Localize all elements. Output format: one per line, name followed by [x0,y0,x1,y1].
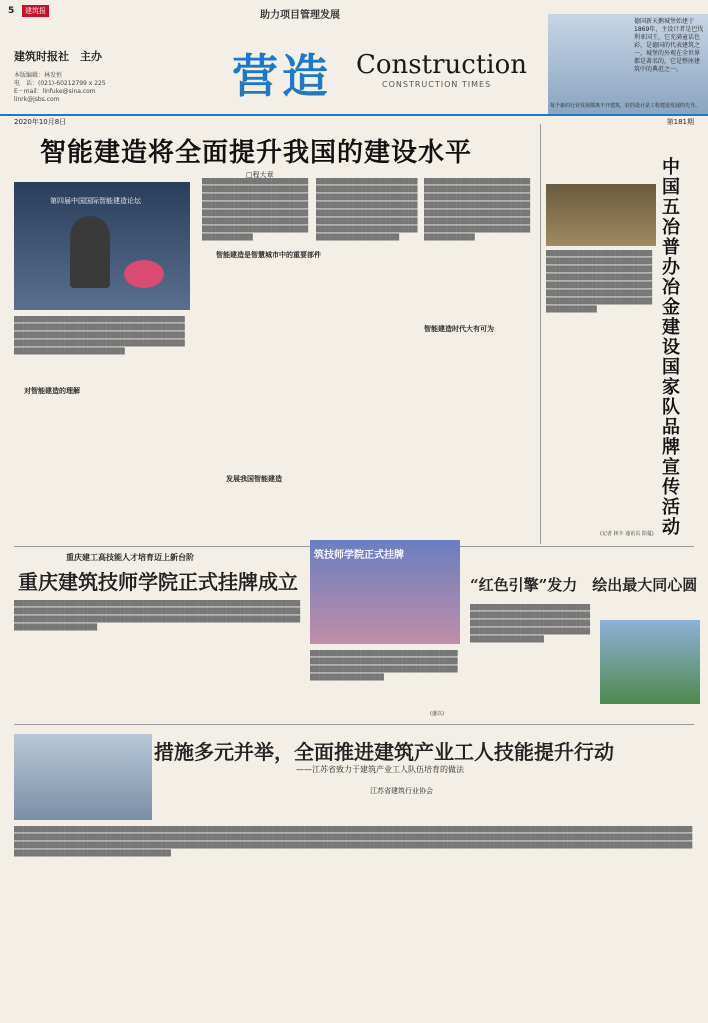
article5-source: 江苏省建筑行业协会 [370,787,433,795]
body-text-block: ████████████████████████████████████████████████████████████████████████████████████████████████████████████████████████████████████████████████████████████████████████████ [316,178,418,241]
logo-en: Construction [356,50,527,80]
issue-number: 第181期 [666,118,694,126]
logo-en-sub: CONSTRUCTION TIMES [382,80,492,89]
article3-title: 重庆建筑技师学院正式挂牌成立 [18,570,298,594]
contact-info [14,72,106,104]
castle-text: 德国新天鹅城堡始建于1869年，主设计者是巴伐利亚国王，它充满童话色彩，是德国的代表建筑之一，城堡的外观在全世界都是著名的，它是整座建筑中的典范之一。 [634,18,704,73]
castle-image [548,14,708,114]
body-text-block: ████████████████████████████████████████████████████████████████████████████████████████████████████████████████████████████████████████████████████████████████████████████████████████████████████████████ [14,600,301,631]
article5-title: 措施多元并举，全面推进建筑产业工人技能提升行动 [154,740,614,764]
masthead [0,0,708,126]
forum-label: 第四届中国国际智能建造论坛 [50,197,141,205]
logo-cn: 营造 [232,49,332,103]
article4-title: “红色引擎”发力 绘出最大同心圆 [470,576,698,594]
article1-byline: □程大章 [246,171,274,179]
date: 2020年10月8日 [14,118,67,126]
subhead: 对智能建造的理解 [24,387,80,395]
page-number: 5 [8,6,15,16]
article1-title: 智能建造将全面提升我国的建设水平 [40,138,473,168]
event-photo [546,184,656,246]
column-rule [540,124,541,544]
body-text-block: ████████████████████████████████████████████████████████████████████████████████████████████████████████████████████████████████████████████████████████████████████████████ [546,250,653,313]
body-text-block: ███████████████████████████████████████████████████████████████████████████████████████████████████████████████████████████████████████████████████████████████████████████████████████████████████████████████████████████████████████████████████████████████████████████████████████████████████████████████████████████████████████████████████████████████████████████████████████████████████████████████████████████████████████████████████████████████████████████████████████████ [14,826,693,857]
forum-photo [14,182,190,310]
article5-subtitle: ——江苏省致力于建筑产业工人队伍培育的做法 [296,765,464,774]
contact-line: 本版编辑：林发恒 [14,72,63,79]
article2-footer: (记者 林丰 通讯员 阳蔓) [600,531,654,537]
subhead: 智能建造时代大有可为 [424,325,494,333]
contact-line: 电 话：(021)-60212799 x 225 [14,80,106,87]
section-tag: 建筑报 [22,5,49,17]
plaque-banner: 筑技师学院正式挂牌 [314,550,404,561]
article2-title: 中国五冶普办冶金建设国家队品牌宣传活动 [662,157,680,538]
article3-kicker: 重庆建工高技能人才培育迈上新台阶 [66,553,194,562]
article3-footer: (盛以) [430,711,444,717]
body-text-block: ████████████████████████████████████████████████████████████████████████████████████████████████████████████████████████ [470,604,590,643]
subhead: 智能建造是智慧城市中的重要部件 [216,251,321,259]
publisher: 建筑时报社 主办 [14,50,102,63]
red-engine-photo [600,620,700,704]
body-text-block: ████████████████████████████████████████████████████████████████████████████████████████████████████████████████████████████████████████████████████████████████████████████ [424,178,531,241]
workers-photo [14,734,152,820]
flower-decoration [124,260,164,288]
body-text-block: ████████████████████████████████████████████████████████████████████████████████████████████████████████████████████████████████████████████████████████████████████████████ [202,178,309,241]
speaker-figure [70,216,110,288]
castle-caption: 每个新的行业发展都离不开建筑，好的设计是工程建设发展的先导。 [550,103,701,109]
section-rule [14,724,694,725]
plaque-photo [310,540,460,644]
body-text-block: ████████████████████████████████████████████████████████████████████████████████████████████████████████████████████████████████████████████████████████████████████████████ [14,316,185,355]
subhead: 发展我国智能建造 [226,475,282,483]
top-title: 助力项目管理发展 [260,10,340,21]
logo [232,40,527,103]
contact-line: linrk@jsbs.com [14,96,60,103]
contact-line: E－mail：linfuke@sina.com [14,88,96,95]
date-bar [0,114,708,126]
body-text-block: ████████████████████████████████████████████████████████████████████████████████████████████████████████████████ [310,650,458,681]
